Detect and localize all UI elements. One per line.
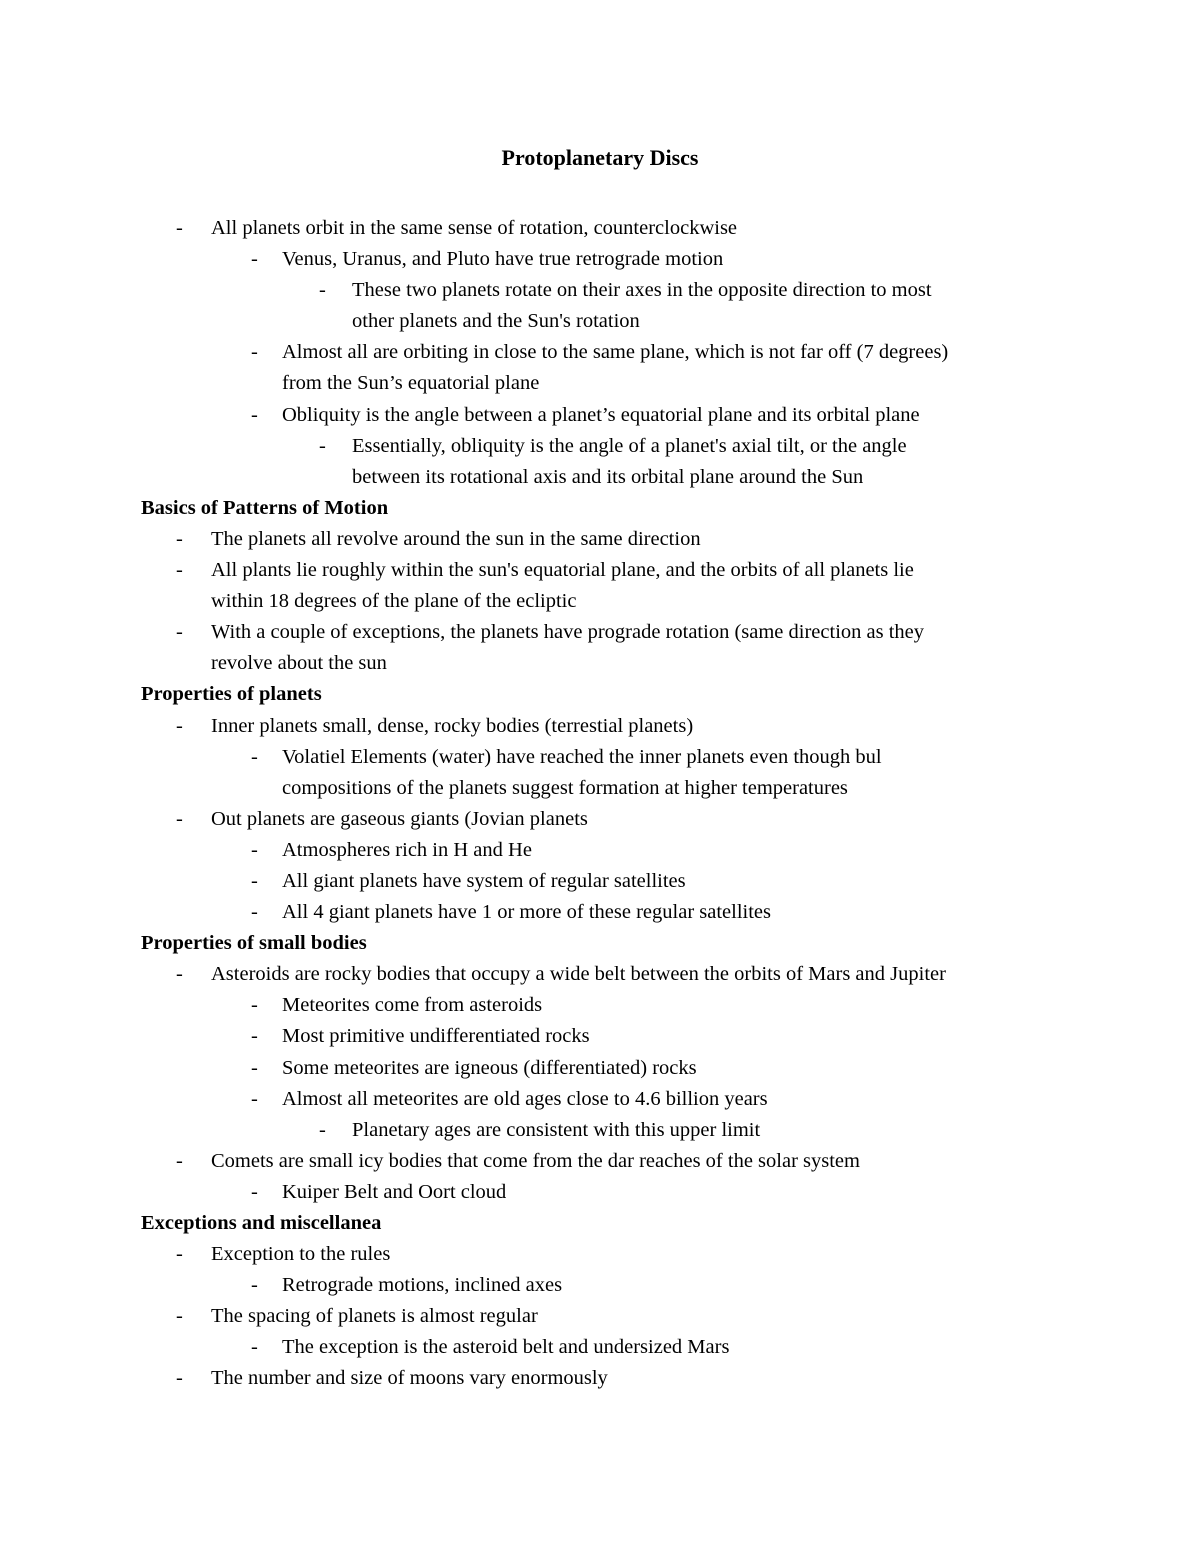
bullet-text: within 18 degrees of the plane of the ecliptic [211,590,577,613]
bullet-line [0,306,1200,337]
bullet-line [0,1270,1200,1301]
bullet-text: All plants lie roughly within the sun's equatorial plane, and the orbits of all planets lie [211,559,914,582]
bullet-text: Obliquity is the angle between a planet’s equatorial plane and its orbital plane [282,403,920,426]
bullet-line [0,1239,1200,1270]
bullet-line [0,648,1200,679]
bullet-dash: - [251,745,258,768]
bullet-text: compositions of the planets suggest formation at higher temperatures [282,776,848,799]
bullet-dash: - [176,1367,183,1390]
bullet-dash: - [319,434,326,457]
bullet-text: Inner planets small, dense, rocky bodies (terrestial planets) [211,714,694,737]
bullet-dash: - [176,807,183,830]
bullet-dash: - [251,341,258,364]
bullet-text: Asteroids are rocky bodies that occupy a wide belt between the orbits of Mars and Jupiter [211,963,946,986]
bullet-text: All giant planets have system of regular satellites [282,869,686,892]
bullet-line [0,897,1200,928]
bullet-line [0,835,1200,866]
section-heading-text: Properties of small bodies [141,932,367,955]
bullet-line [0,1332,1200,1363]
bullet-line [0,804,1200,835]
section-heading-text: Exceptions and miscellanea [141,1212,382,1234]
bullet-text: Most primitive undifferentiated rocks [282,1025,590,1048]
bullet-dash: - [319,1118,326,1141]
section-heading [0,493,1200,524]
bullet-text: All planets orbit in the same sense of rotation, counterclockwise [211,217,738,239]
bullet-line [0,742,1200,773]
bullet-line [0,1115,1200,1146]
bullet-line [0,555,1200,586]
bullet-text: Venus, Uranus, and Pluto have true retrograde motion [282,248,724,271]
bullet-text: from the Sun’s equatorial plane [282,372,540,395]
bullet-dash: - [176,621,183,644]
bullet-line [0,337,1200,368]
bullet-line [0,1146,1200,1177]
bullet-dash: - [176,714,183,737]
bullet-line [0,959,1200,990]
bullet-dash: - [251,1087,258,1110]
bullet-dash: - [251,838,258,861]
bullet-dash: - [251,901,258,924]
bullet-dash: - [319,279,326,302]
bullet-dash: - [176,559,183,582]
bullet-text: Comets are small icy bodies that come from the dar reaches of the solar system [211,1149,860,1172]
bullet-text: Essentially, obliquity is the angle of a planet's axial tilt, or the angle [352,434,907,457]
bullet-line [0,711,1200,742]
bullet-text: Atmospheres rich in H and He [282,838,532,861]
bullet-text: Out planets are gaseous giants (Jovian planets [211,807,588,830]
bullet-dash: - [251,1180,258,1203]
bullet-dash: - [176,527,183,550]
bullet-line [0,1021,1200,1052]
bullet-line [0,1084,1200,1115]
bullet-text: All 4 giant planets have 1 or more of these regular satellites [282,901,771,924]
bullet-line [0,1301,1200,1332]
bullet-dash: - [251,869,258,892]
bullet-text: Exception to the rules [211,1243,391,1266]
bullet-line [0,524,1200,555]
bullet-text: Volatiel Elements (water) have reached the inner planets even though bul [282,745,882,768]
bullet-dash: - [251,1274,258,1297]
bullet-line [0,990,1200,1021]
section-heading-text: Basics of Patterns of Motion [141,496,389,519]
bullet-line [0,462,1200,493]
bullet-text: between its rotational axis and its orbital plane around the Sun [352,465,864,488]
bullet-dash: - [251,1336,258,1359]
bullet-text: Almost all meteorites are old ages close to 4.6 billion years [282,1087,768,1110]
bullet-text: The exception is the asteroid belt and undersized Mars [282,1336,730,1359]
bullet-dash: - [251,1025,258,1048]
bullet-dash: - [176,1243,183,1266]
section-heading [0,928,1200,959]
bullet-line [0,1053,1200,1084]
bullet-line [0,400,1200,431]
bullet-line [0,617,1200,648]
bullet-line [0,586,1200,617]
bullet-line [0,1177,1200,1208]
bullet-dash: - [251,248,258,271]
bullet-dash: - [176,1305,183,1328]
bullet-text: revolve about the sun [211,652,387,675]
bullet-line [0,1363,1200,1394]
bullet-line [0,773,1200,804]
bullet-text: Retrograde motions, inclined axes [282,1274,563,1297]
bullet-text: Meteorites come from asteroids [282,994,543,1017]
bullet-text: Planetary ages are consistent with this upper limit [352,1118,761,1141]
bullet-text: other planets and the Sun's rotation [352,310,640,333]
section-heading-text: Properties of planets [141,683,322,706]
bullet-text: These two planets rotate on their axes in the opposite direction to most [352,279,932,302]
section-heading [0,1208,1200,1239]
bullet-text: Kuiper Belt and Oort cloud [282,1180,507,1203]
document-body [0,213,1200,1395]
bullet-line [0,866,1200,897]
bullet-dash: - [176,1149,183,1172]
bullet-dash: - [251,994,258,1017]
bullet-line [0,244,1200,275]
bullet-text: Some meteorites are igneous (differentiated) rocks [282,1056,697,1079]
document-title: Protoplanetary Discs [501,145,699,170]
bullet-dash: - [251,1056,258,1079]
bullet-line [0,213,1200,244]
bullet-dash: - [176,963,183,986]
section-heading [0,679,1200,710]
bullet-line [0,431,1200,462]
bullet-text: With a couple of exceptions, the planets have prograde rotation (same direction as they [211,621,925,644]
bullet-dash: - [251,403,258,426]
bullet-text: The number and size of moons vary enormously [211,1367,608,1390]
bullet-line [0,368,1200,399]
bullet-text: The spacing of planets is almost regular [211,1305,538,1328]
bullet-text: The planets all revolve around the sun in the same direction [211,527,701,550]
bullet-dash: - [176,217,183,239]
bullet-line [0,275,1200,306]
bullet-text: Almost all are orbiting in close to the same plane, which is not far off (7 degrees) [282,341,949,364]
